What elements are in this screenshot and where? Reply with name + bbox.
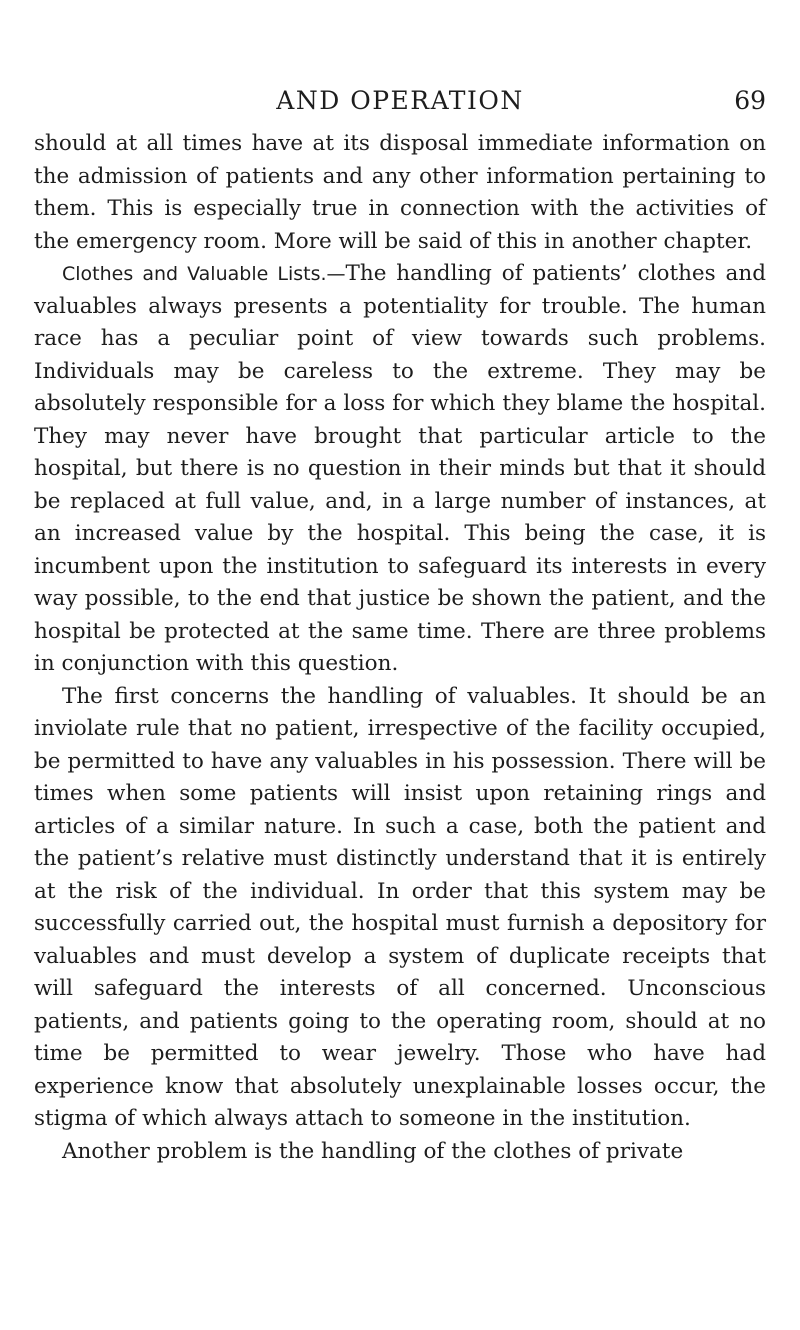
page-number: 69 (734, 86, 766, 115)
body-text (34, 128, 766, 1168)
paragraph (34, 258, 766, 681)
paragraph-text: The handling of patients’ clothes and valuables always presents a potentiality for trouble. The human race has a peculiar point of view towards such problems. Individuals may be careless to the extreme. They may be absolutely responsible for a loss for which they blame the hospital. They may never have brought that particular article to the hospital, but there is no question in their minds but that it should be replaced at full value, and, in a large number of instances, at an increased value by the hospital. This being the case, it is incumbent upon the institution to safeguard its interests in every way possible, to the end that justice be shown the patient, and the hospital be protected at the same time. There are three problems in conjunction with this question. (34, 261, 766, 676)
paragraph-text: The first concerns the handling of valuables. It should be an inviolate rule that no patient, irrespective of the facility occupied, be permitted to have any valuables in his possession. There will be times when some patients will insist upon retaining rings and articles of a similar nature. In such a case, both the patient and the patient’s relative must distinctly understand that it is entirely at the risk of the individual. In order that this system may be successfully carried out, the hospital must furnish a depository for valuables and must develop a system of duplicate receipts that will safeguard the interests of all concerned. Unconscious patients, and patients going to the operating room, should at no time be permitted to wear jewelry. Those who have had experience know that absolutely unexplainable losses occur, the stigma of which always attach to someone in the institution. (34, 683, 766, 1131)
running-title: AND OPERATION (276, 86, 524, 115)
paragraph-text: should at all times have at its disposal immediate information on the admission of patients and any other information pertaining to them. This is especially true in connection with the activities of the emergency room. More will be said of this in another chapter. (34, 131, 766, 254)
running-head (34, 84, 766, 118)
paragraph (34, 681, 766, 1136)
paragraph (34, 1136, 766, 1169)
section-heading: Clothes and Valuable Lists.— (62, 263, 346, 285)
book-page (34, 84, 766, 1168)
paragraph (34, 128, 766, 258)
paragraph-text: Another problem is the handling of the clothes of private (62, 1138, 684, 1164)
